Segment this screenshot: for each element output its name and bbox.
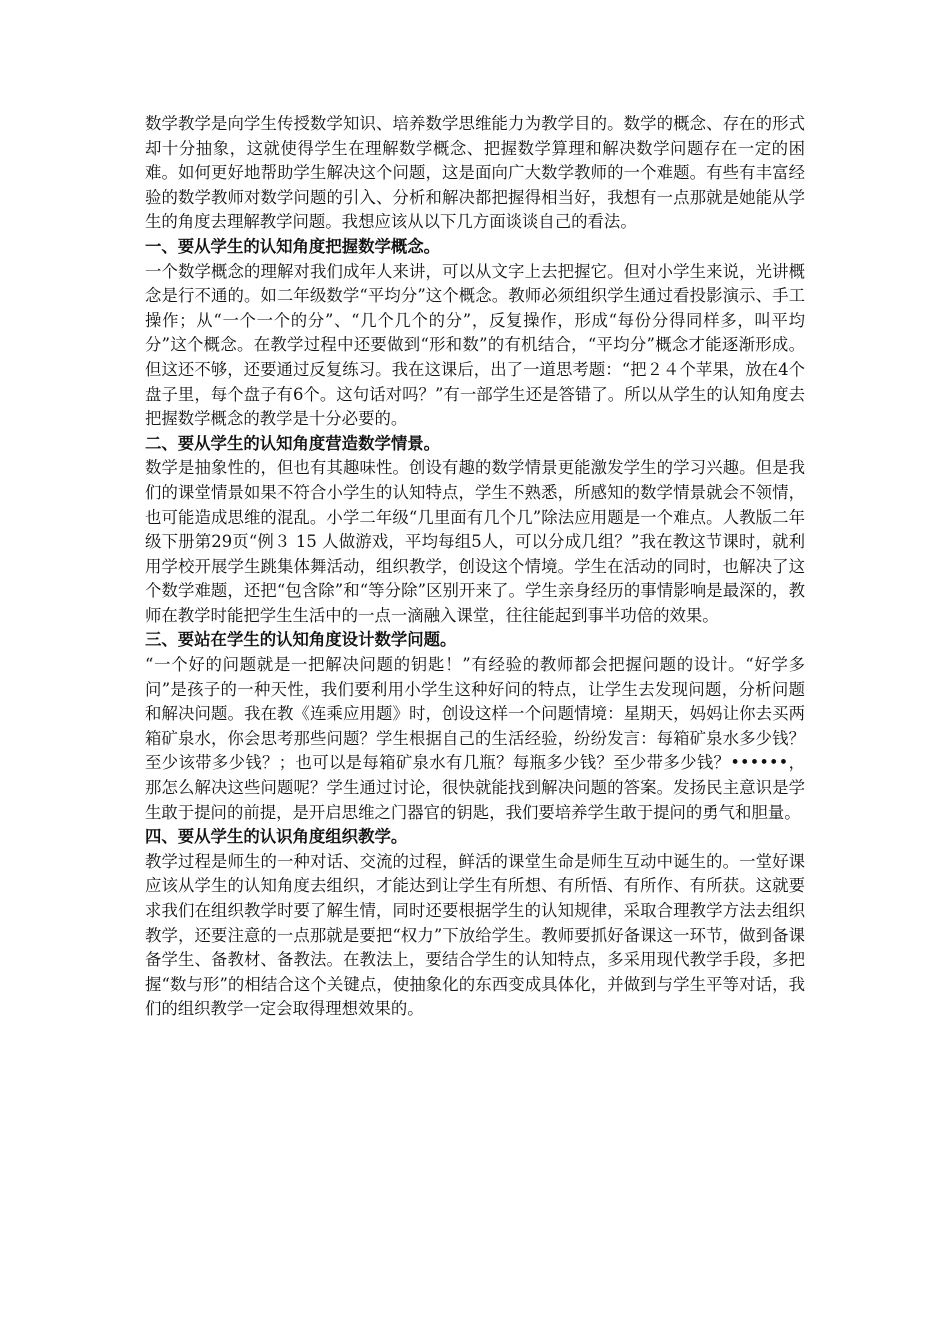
- document-page: [145, 112, 805, 1022]
- section-2-heading: 二、要从学生的认知角度营造数学情景。: [145, 433, 441, 453]
- section-2-body: 数学是抽象性的，但也有其趣味性。创设有趣的数学情景更能激发学生的学习兴趣。但是我们的课堂情景如果不符合小学生的认知特点，学生不熟悉，所感知的数学情景就会不领情，也可能造成思维的混乱。小学二年级“几里面有几个几”除法应用题是一个难点。人教版二年级下册第29页“例３ 15 人做游戏，平均每组5人，可以分成几组？”我在教这节课时，就利用学校开展学生跳集体舞活动，组织教学，创设这个情境。学生在活动的同时，也解决了这个数学难题，还把“包含除”和“等分除”区别开来了。学生亲身经历的事情影响是最深的，教师在教学时能把学生生活中的一点一滴融入课堂，往往能起到事半功倍的效果。: [145, 458, 805, 625]
- section-1-heading: 一、要从学生的认知角度把握数学概念。: [145, 236, 441, 256]
- section-1-body: 一个数学概念的理解对我们成年人来讲，可以从文字上去把握它。但对小学生来说，光讲概念是行不通的。如二年级数学“平均分”这个概念。教师必须组织学生通过看投影演示、手工操作；从“一个一个的分”、“几个几个的分”，反复操作，形成“每份分得同样多，叫平均分”这个概念。在教学过程中还要做到“形和数”的有机结合，“平均分”概念才能逐渐形成。但这还不够，还要通过反复练习。我在这课后，出了一道思考题：“把２４个苹果，放在4个盘子里，每个盘子有6个。这句话对吗？”有一部学生还是答错了。所以从学生的认知角度去把握数学概念的教学是十分必要的。: [145, 261, 805, 429]
- section-4-body: 教学过程是师生的一种对话、交流的过程，鲜活的课堂生命是师生互动中诞生的。一堂好课应该从学生的认知角度去组织，才能达到让学生有所想、有所悟、有所作、有所获。这就要求我们在组织教学时要了解生情，同时还要根据学生的认知规律，采取合理教学方法去组织教学，还要注意的一点那就是要把“权力”下放给学生。教师要抓好备课这一环节，做到备课备学生、备教材、备教法。在教法上，要结合学生的认知特点，多采用现代教学手段，多把握“数与形”的相结合这个关键点，使抽象化的东西变成具体化，并做到与学生平等对话，我们的组织教学一定会取得理想效果的。: [145, 851, 805, 1019]
- section-3-heading: 三、要站在学生的认知角度设计数学问题。: [145, 630, 457, 650]
- section-3-body: “一个好的问题就是一把解决问题的钥匙！”有经验的教师都会把握问题的设计。“好学多问”是孩子的一种天性，我们要利用小学生这种好问的特点，让学生去发现问题，分析问题和解决问题。我在教《连乘应用题》时，创设这样一个问题情境：星期天，妈妈让你去买两箱矿泉水，你会思考那些问题？学生根据自己的生活经验，纷纷发言：每箱矿泉水多少钱？至少该带多少钱？；也可以是每箱矿泉水有几瓶？每瓶多少钱？至少带多少钱？••••••，那怎么解决这些问题呢？学生通过讨论，很快就能找到解决问题的答案。发扬民主意识是学生敢于提问的前提，是开启思维之门器官的钥匙，我们要培养学生敢于提问的勇气和胆量。: [145, 655, 805, 822]
- section-4-heading: 四、要从学生的认识角度组织教学。: [145, 827, 408, 847]
- intro-paragraph: 数学教学是向学生传授数学知识、培养数学思维能力为教学目的。数学的概念、存在的形式却十分抽象，这就使得学生在理解数学概念、把握数学算理和解决数学问题存在一定的困难。如何更好地帮助学生解决这个问题，这是面向广大数学教师的一个难题。有些有丰富经验的数学教师对数学问题的引入、分析和解决都把握得相当好，我想有一点那就是她能从学生的角度去理解教学问题。我想应该从以下几方面谈谈自己的看法。: [145, 114, 805, 232]
